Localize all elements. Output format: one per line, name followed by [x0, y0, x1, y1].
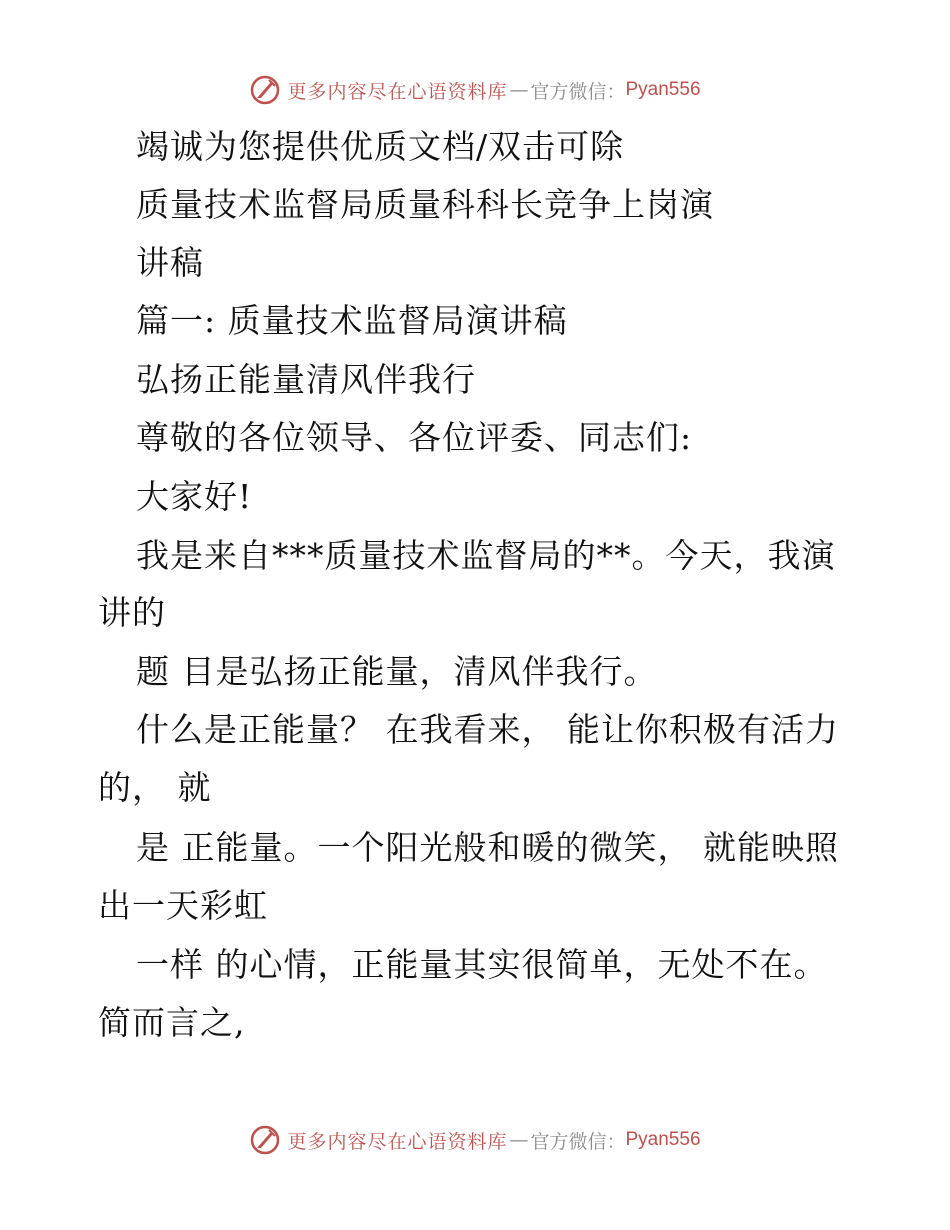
body-line: 竭诚为您提供优质文档/双击可除	[136, 127, 625, 166]
body-line: 一样 的心情，正能量其实很简单，无处不在。	[136, 945, 828, 984]
banner-separator: —	[509, 1129, 529, 1151]
header-banner	[0, 70, 950, 110]
body-line: 题 目是弘扬正能量，清风伴我行。	[136, 652, 658, 691]
banner-brand: 更多内容尽在心语资料库	[287, 80, 508, 103]
body-line: 讲稿	[136, 243, 204, 282]
banner-brand: 更多内容尽在心语资料库	[287, 1130, 508, 1153]
body-line: 什么是正能量？ 在我看来， 能让你积极有活力	[136, 710, 839, 749]
body-line: 篇一: 质量技术监督局演讲稿	[136, 301, 568, 340]
body-line: 是 正能量。一个阳光般和暖的微笑， 就能映照	[136, 828, 839, 867]
body-line: 质量技术监督局质量科科长竞争上岗演	[136, 185, 714, 224]
banner-wechat-id: Pyan556	[625, 1129, 701, 1150]
banner-wechat-id: Pyan556	[625, 79, 701, 100]
quill-logo-icon	[249, 1124, 281, 1156]
quill-logo-icon	[249, 74, 281, 106]
banner-wechat-label: 官方微信：	[530, 1130, 626, 1153]
body-line: 简而言之,	[98, 1003, 246, 1042]
banner-separator: —	[509, 79, 529, 101]
body-line: 大家好!	[136, 477, 253, 516]
body-line: 讲的	[98, 593, 166, 632]
body-line: 弘扬正能量清风伴我行	[136, 360, 476, 399]
body-line: 尊敬的各位领导、各位评委、同志们:	[136, 418, 693, 457]
footer-banner	[0, 1120, 950, 1160]
body-line: 的， 就	[98, 768, 212, 807]
banner-wechat-label: 官方微信：	[530, 80, 626, 103]
body-line: 出一天彩虹	[98, 886, 268, 925]
body-line: 我是来自***质量技术监督局的**。今天，我演	[136, 536, 836, 575]
